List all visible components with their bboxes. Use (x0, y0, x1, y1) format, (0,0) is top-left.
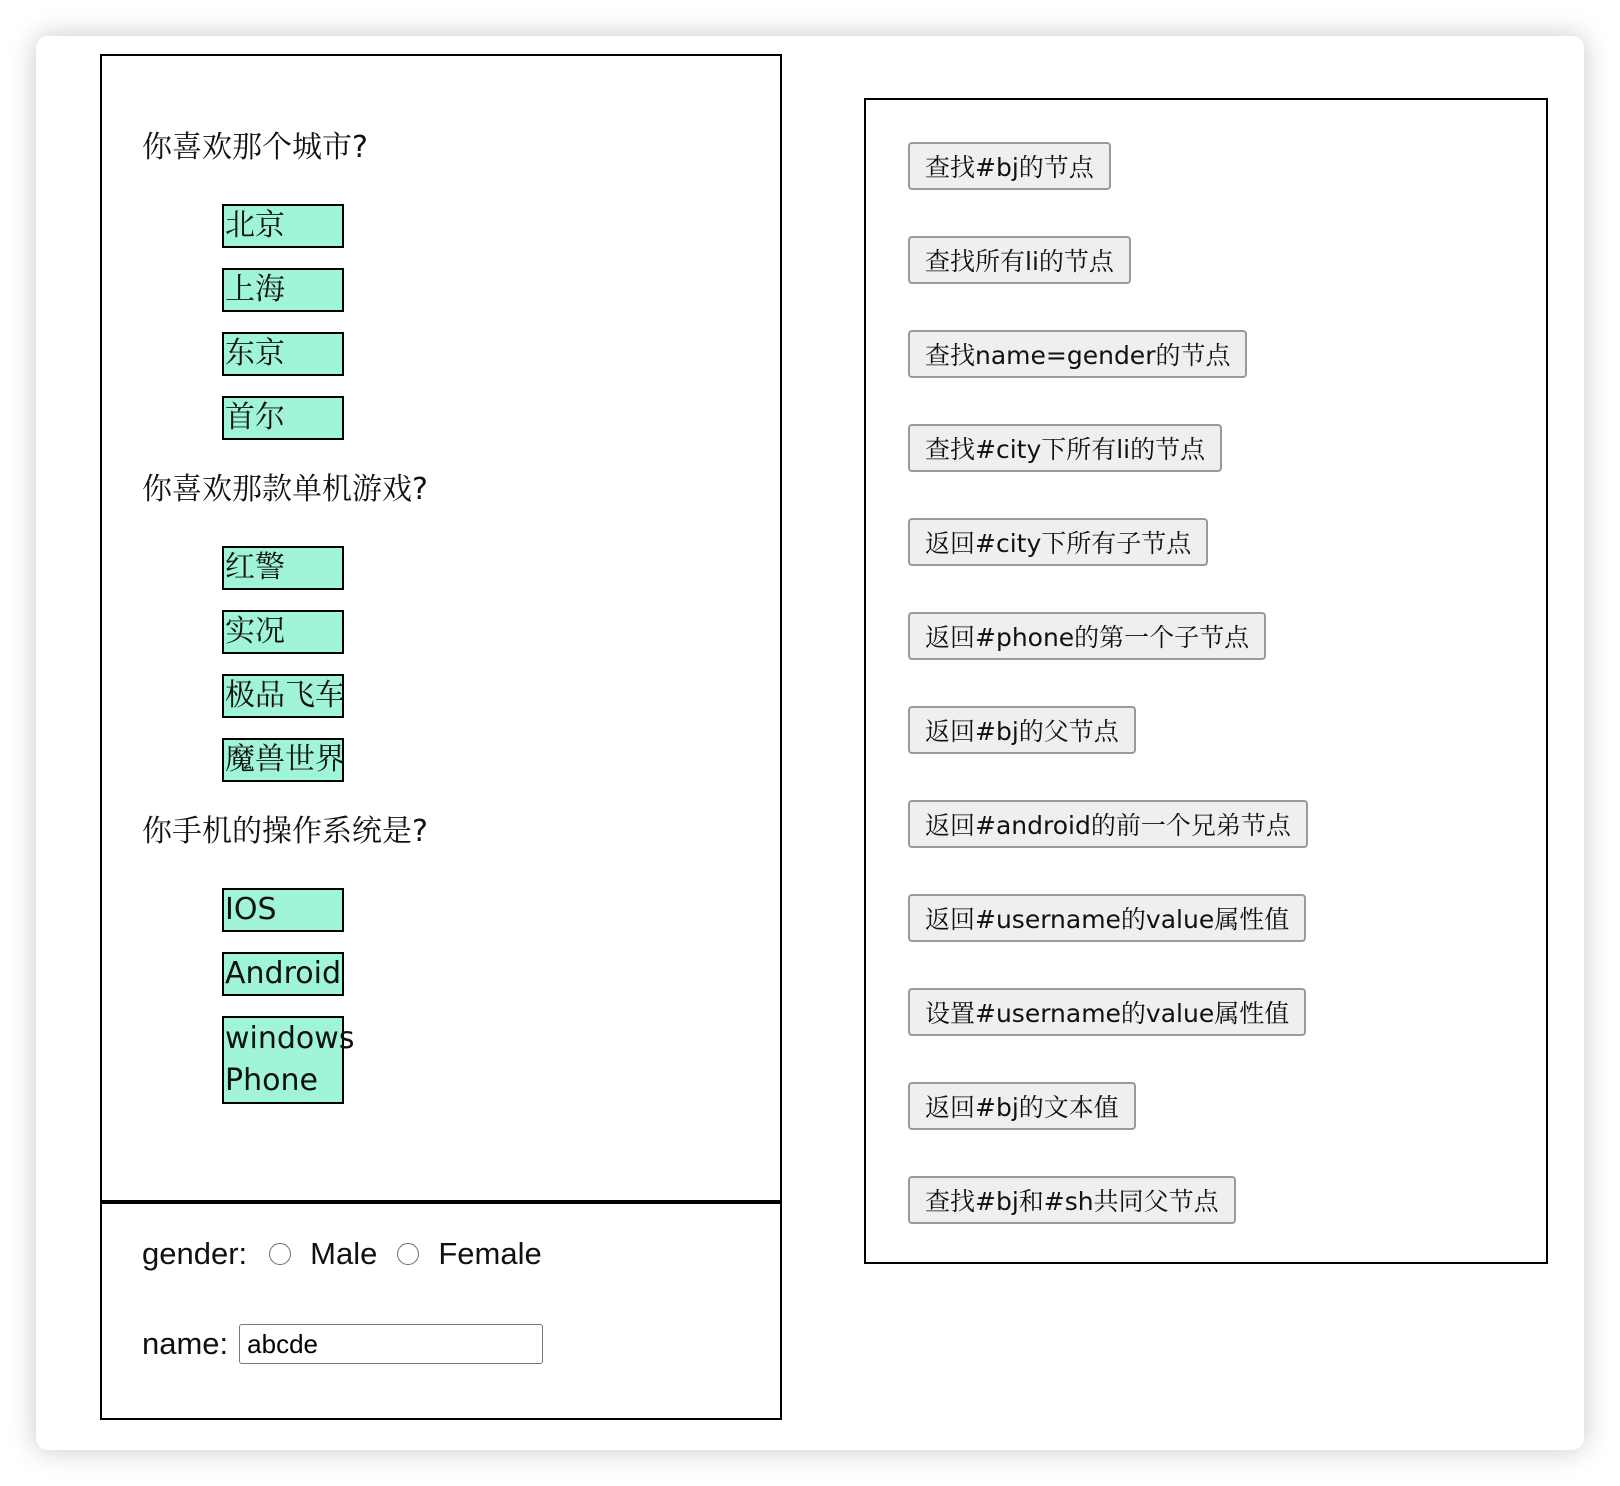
city-option-seoul[interactable]: 首尔 (222, 396, 344, 440)
bj-sh-common-parent-button[interactable]: 查找#bj和#sh共同父节点 (908, 1176, 1236, 1224)
gender-label: gender: (142, 1236, 248, 1271)
set-username-value-button[interactable]: 设置#username的value属性值 (908, 988, 1306, 1036)
windows-phone-line2: Phone (225, 1063, 318, 1098)
username-input[interactable] (239, 1324, 543, 1364)
city-option-bj[interactable]: 北京 (222, 204, 344, 248)
gender-row (142, 1236, 542, 1272)
name-label: name: (142, 1326, 229, 1361)
city-children-button[interactable]: 返回#city下所有子节点 (908, 518, 1208, 566)
phone-first-child-button[interactable]: 返回#phone的第一个子节点 (908, 612, 1266, 660)
game-option-wow[interactable]: 魔兽世界 (222, 738, 344, 782)
game-question: 你喜欢那款单机游戏? (142, 472, 428, 507)
game-option-pes[interactable]: 实况 (222, 610, 344, 654)
female-label[interactable]: Female (438, 1236, 542, 1271)
actions-panel (864, 98, 1548, 1264)
panel-divider (102, 1200, 780, 1204)
phone-option-android[interactable]: Android (222, 952, 344, 996)
bj-text-button[interactable]: 返回#bj的文本值 (908, 1082, 1136, 1130)
phone-question: 你手机的操作系统是? (142, 814, 428, 849)
phone-option-ios[interactable]: IOS (222, 888, 344, 932)
name-row (142, 1324, 543, 1364)
game-option-redalert[interactable]: 红警 (222, 546, 344, 590)
city-option-tokyo[interactable]: 东京 (222, 332, 344, 376)
game-option-nfs[interactable]: 极品飞车 (222, 674, 344, 718)
find-bj-button[interactable]: 查找#bj的节点 (908, 142, 1111, 190)
find-all-li-button[interactable]: 查找所有li的节点 (908, 236, 1131, 284)
city-question: 你喜欢那个城市? (142, 130, 368, 165)
windows-phone-line1: windows (225, 1021, 355, 1056)
female-radio[interactable] (397, 1243, 419, 1265)
find-gender-button[interactable]: 查找name=gender的节点 (908, 330, 1247, 378)
android-prev-sibling-button[interactable]: 返回#android的前一个兄弟节点 (908, 800, 1308, 848)
find-city-li-button[interactable]: 查找#city下所有li的节点 (908, 424, 1222, 472)
phone-option-windows-phone[interactable] (222, 1016, 355, 1104)
city-option-sh[interactable]: 上海 (222, 268, 344, 312)
male-radio[interactable] (269, 1243, 291, 1265)
male-label[interactable]: Male (310, 1236, 378, 1271)
get-username-value-button[interactable]: 返回#username的value属性值 (908, 894, 1306, 942)
questions-panel (100, 54, 782, 1420)
bj-parent-button[interactable]: 返回#bj的父节点 (908, 706, 1136, 754)
